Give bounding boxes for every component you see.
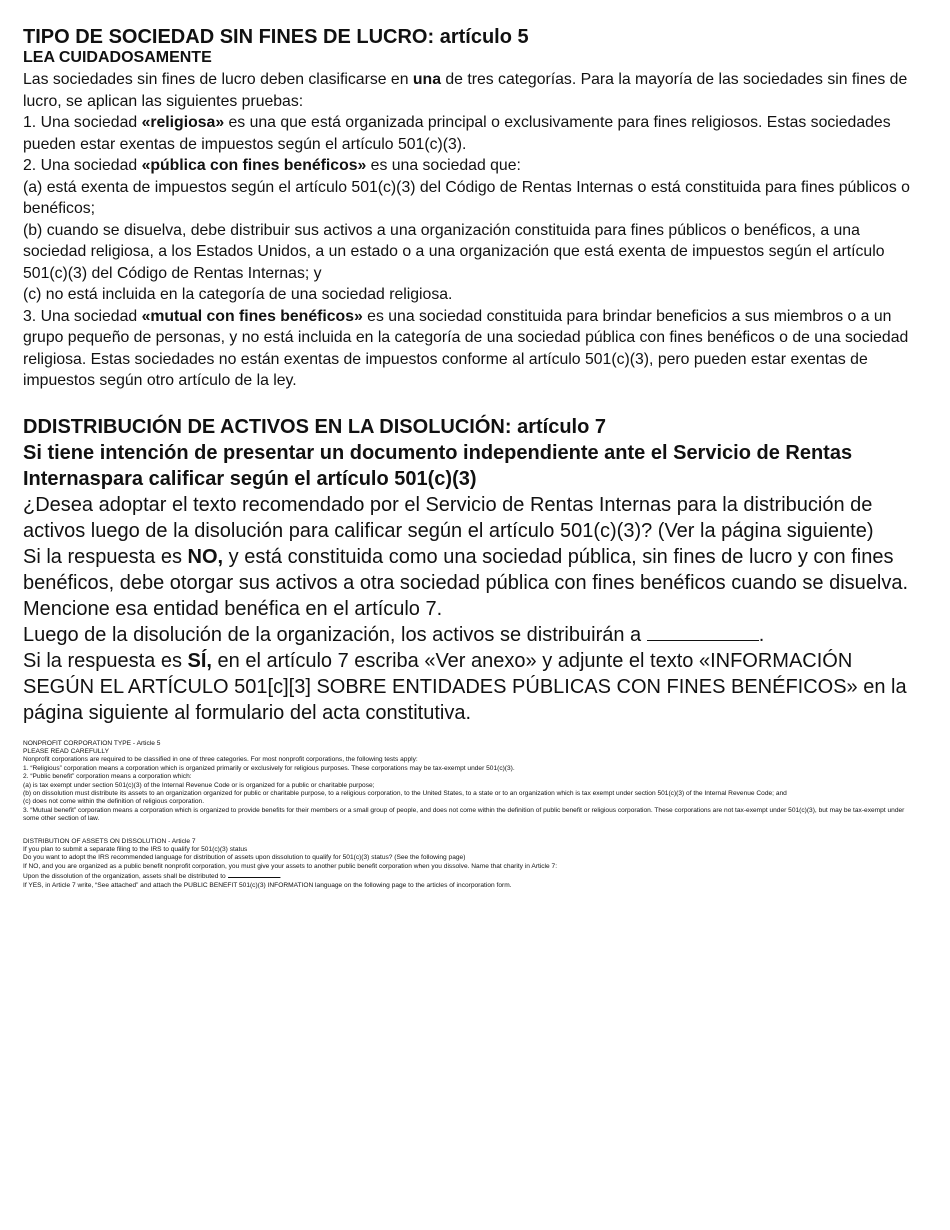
section-subtitle: LEA CUIDADOSAMENTE <box>23 49 212 66</box>
en-line: (b) on dissolution must distribute its assets to an organization organized for public or charitable purpose, to a religious corporation, to the United States, to a state or to an organization which is tax exempt under section 501(c)(3) of the Internal Revenue Code; and <box>23 789 787 797</box>
section-asset-distribution-es <box>23 414 910 726</box>
section-nonprofit-type-es <box>23 26 910 392</box>
en-line: 3. “Mutual benefit” corporation means a corporation which is organized to provide benefits for their members or a small group of people, and does not come within the definition of public benefit or religious corporation. These corporations are not tax-exempt under 501(c)(3), but may be tax-exempt under some other section of law. <box>23 806 905 823</box>
en-line: 2. “Public benefit” corporation means a corporation which: <box>23 773 192 781</box>
answer-no-paragraph: Si la respuesta es NO, y está constituida como una sociedad pública, sin fines de lucro y con fines benéficos, debe otorgar sus activos a otra sociedad pública con fines benéficos cuando se disuelva. Mencione esa entidad benéfica en el artículo 7. <box>23 545 908 620</box>
en-line: DISTRIBUTION OF ASSETS ON DISSOLUTION - Article 7 <box>23 837 196 845</box>
en-line: (a) is tax exempt under section 501(c)(3) of the Internal Revenue Code or is organized for a public or charitable purpose; <box>23 781 375 789</box>
item-mutual-benefit: 3. Una sociedad «mutual con fines benéficos» es una sociedad constituida para brindar beneficios a sus miembros o a un grupo pequeño de personas, y no está incluida en la categoría de una sociedad pública con fines benéficos o de una sociedad religiosa. Estas sociedades no están exentas de impuestos conforme al artículo 501(c)(3), pero pueden estar exentas de impuestos según otro artículo de la ley. <box>23 307 909 389</box>
fill-in-blank[interactable] <box>647 622 759 641</box>
en-line: If YES, in Article 7 write, “See attached” and attach the PUBLIC BENEFIT 501(c)(3) INFORMATION language on the following page to the articles of incorporation form. <box>23 881 512 889</box>
en-line: If NO, and you are organized as a public benefit nonprofit corporation, you must give your assets to another public benefit corporation when you dissolve. Name that charity in Article 7: <box>23 862 558 870</box>
en-line: NONPROFIT CORPORATION TYPE - Article 5 <box>23 739 161 747</box>
section-title: TIPO DE SOCIEDAD SIN FINES DE LUCRO: artículo 5 <box>23 26 529 48</box>
item-public-benefit-a: (a) está exenta de impuestos según el artículo 501(c)(3) del Código de Rentas Internas o está constituida para fines públicos o benéficos; <box>23 178 910 217</box>
en-line: (c) does not come within the definition of religious corporation. <box>23 798 205 806</box>
answer-yes-paragraph: Si la respuesta es SÍ, en el artículo 7 escriba «Ver anexo» y adjunte el texto «INFORMACIÓN SEGÚN EL ARTÍCULO 501[c][3] SOBRE ENTIDADES PÚBLICAS CON FINES BENÉFICOS» en la página siguiente al formulario del acta constitutiva. <box>23 649 907 724</box>
en-line: PLEASE READ CAREFULLY <box>23 747 109 755</box>
item-public-benefit: 2. Una sociedad «pública con fines benéficos» es una sociedad que: <box>23 157 521 174</box>
intro-paragraph: Las sociedades sin fines de lucro deben clasificarse en una de tres categorías. Para la mayoría de las sociedades sin fines de lucro, se aplican las siguientes pruebas: <box>23 71 908 110</box>
spacer <box>23 824 910 838</box>
en-line: Do you want to adopt the IRS recommended language for distribution of assets upon dissolution to qualify for 501(c)(3) status? (See the following page) <box>23 854 466 862</box>
item-public-benefit-c: (c) no está incluida en la categoría de una sociedad religiosa. <box>23 286 453 303</box>
section-subtitle: Si tiene intención de presentar un documento independiente ante el Servicio de Rentas Internaspara calificar según el artículo 501(c)(3) <box>23 441 853 490</box>
distribution-line: Luego de la disolución de la organización, los activos se distribuirán a . <box>23 623 765 646</box>
question-paragraph: ¿Desea adoptar el texto recomendado por el Servicio de Rentas Internas para la distribución de activos luego de la disolución para calificar según el artículo 501(c)(3)? (Ver la página siguiente) <box>23 493 874 542</box>
english-translation <box>23 740 910 891</box>
section-title: DDISTRIBUCIÓN DE ACTIVOS EN LA DISOLUCIÓN: artículo 7 <box>23 415 606 438</box>
fill-in-blank-small[interactable] <box>228 871 280 878</box>
item-public-benefit-b: (b) cuando se disuelva, debe distribuir sus activos a una organización constituida para fines públicos o benéficos, a una sociedad religiosa, a los Estados Unidos, a un estado o a una organización que está exenta de impuestos según el artículo 501(c)(3) del Código de Rentas Internas; y <box>23 221 885 282</box>
en-line: Nonprofit corporations are required to be classified in one of three categories. For most nonprofit corporations, the following tests apply: <box>23 756 418 764</box>
en-line: 1. “Religious” corporation means a corporation which is organized primarily or exclusively for religious purposes. These corporations may be tax-exempt under 501(c)(3). <box>23 764 515 772</box>
en-line: If you plan to submit a separate filing to the IRS to qualify for 501(c)(3) status <box>23 845 248 853</box>
en-line: Upon the dissolution of the organization, assets shall be distributed to . <box>23 873 282 881</box>
item-religious: 1. Una sociedad «religiosa» es una que está organizada principal o exclusivamente para fines religiosos. Estas sociedades pueden estar exentas de impuestos según el artículo 501(c)(3). <box>23 114 891 153</box>
